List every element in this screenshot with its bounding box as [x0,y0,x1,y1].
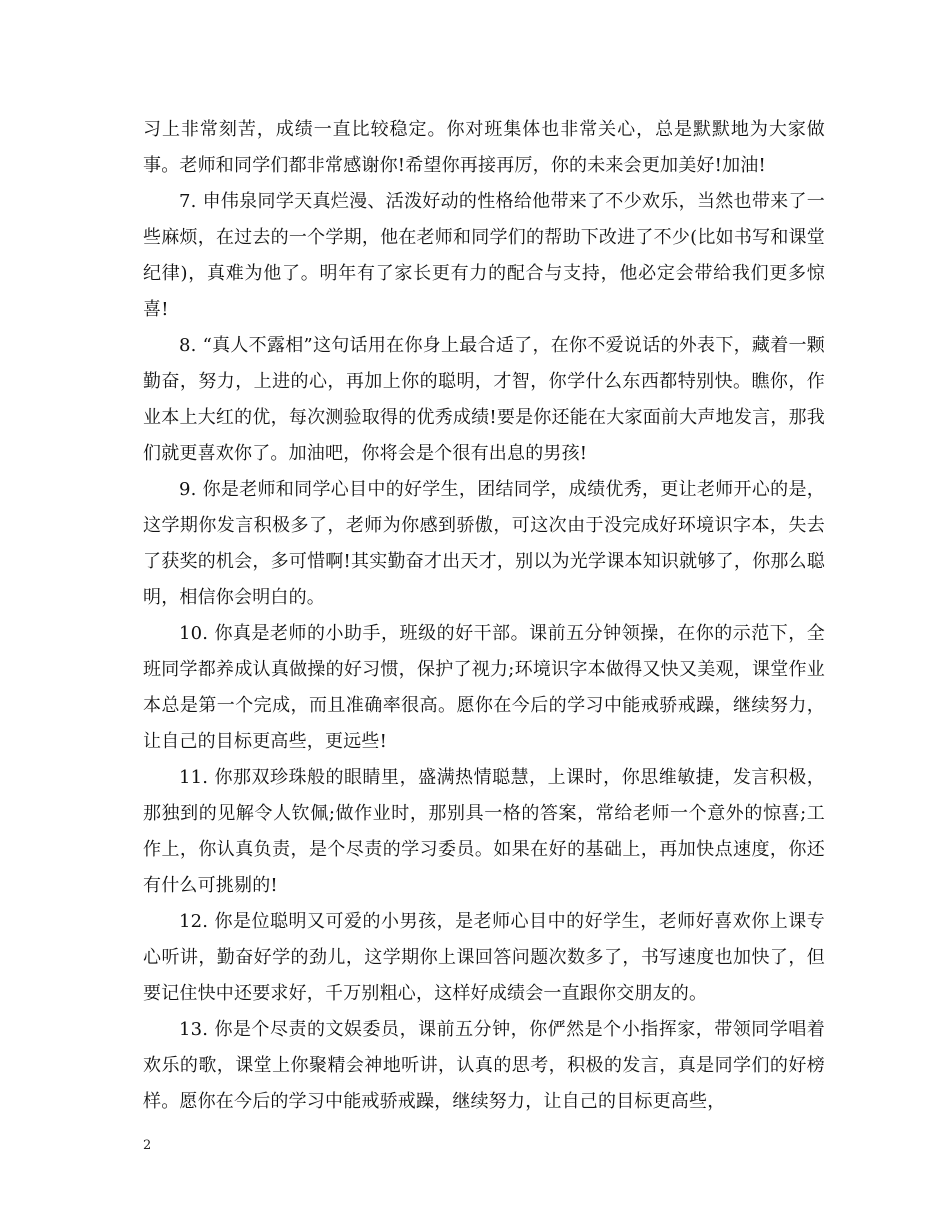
paragraph-6-continued: 习上非常刻苦，成绩一直比较稳定。你对班集体也非常关心，总是默默地为大家做事。老师和同学们都非常感谢你!希望你再接再厉，你的未来会更加美好!加油! [143,119,825,176]
paragraph-12: 12. 你是位聪明又可爱的小男孩，是老师心目中的好学生，老师好喜欢你上课专心听讲，勤奋好学的劲儿，这学期你上课回答问题次数多了，书写速度也加快了，但要记住快中还要求好，千万别粗心，这样好成绩会一直跟你交朋友的。 [143,911,825,1004]
paragraph-10: 10. 你真是老师的小助手，班级的好干部。课前五分钟领操，在你的示范下，全班同学都养成认真做操的好习惯，保护了视力;环境识字本做得又快又美观，课堂作业本总是第一个完成，而且准确率很高。愿你在今后的学习中能戒骄戒躁，继续努力，让自己的目标更高些，更远些! [143,623,825,752]
paragraph-8: 8. “真人不露相”这句话用在你身上最合适了，在你不爱说话的外表下，藏着一颗勤奋，努力，上进的心，再加上你的聪明，才智，你学什么东西都特别快。瞧你，作业本上大红的优，每次测验取得的优秀成绩!要是你还能在大家面前大声地发言，那我们就更喜欢你了。加油吧，你将会是个很有出息的男孩! [143,335,825,464]
paragraph-11: 11. 你那双珍珠般的眼睛里，盛满热情聪慧，上课时，你思维敏捷，发言积极，那独到的见解令人钦佩;做作业时，那别具一格的答案，常给老师一个意外的惊喜;工作上，你认真负责，是个尽责的学习委员。如果在好的基础上，再加快点速度，你还有什么可挑剔的! [143,767,825,896]
page-number: 2 [143,1138,152,1153]
paragraph-9: 9. 你是老师和同学心目中的好学生，团结同学，成绩优秀，更让老师开心的是，这学期你发言积极多了，老师为你感到骄傲，可这次由于没完成好环境识字本，失去了获奖的机会，多可惜啊!其实勤奋才出天才，别以为光学课本知识就够了，你那么聪明，相信你会明白的。 [143,479,825,608]
document-body [143,112,825,1120]
paragraph-7: 7. 申伟泉同学天真烂漫、活泼好动的性格给他带来了不少欢乐，当然也带来了一些麻烦，在过去的一个学期，他在老师和同学们的帮助下改进了不少(比如书写和课堂纪律)，真难为他了。明年有了家长更有力的配合与支持，他必定会带给我们更多惊喜! [143,191,825,320]
paragraph-13: 13. 你是个尽责的文娱委员，课前五分钟，你俨然是个小指挥家，带领同学唱着欢乐的歌，课堂上你聚精会神地听讲，认真的思考，积极的发言，真是同学们的好榜样。愿你在今后的学习中能戒骄戒躁，继续努力，让自己的目标更高些， [143,1019,825,1112]
